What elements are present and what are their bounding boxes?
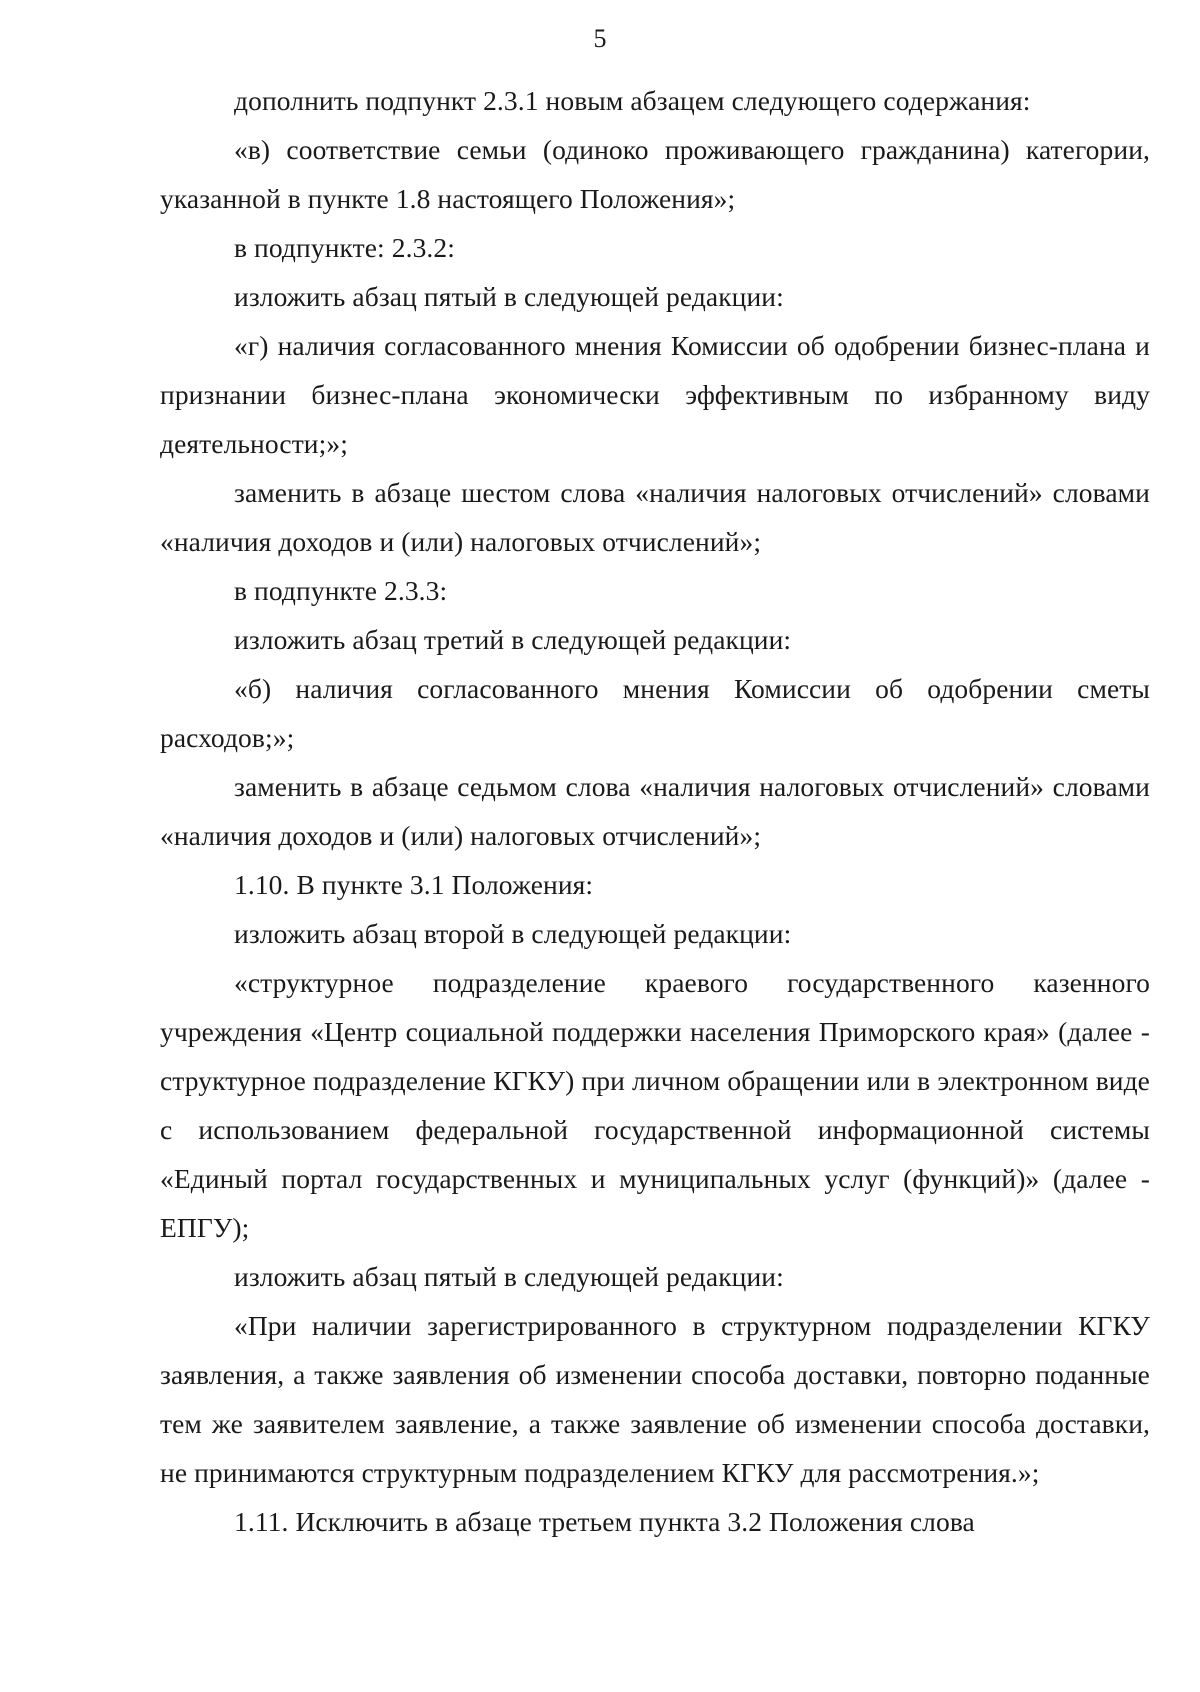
paragraph: в подпункте 2.3.3:: [234, 575, 448, 606]
paragraph: дополнить подпункт 2.3.1 новым абзацем следующего содержания:: [234, 85, 1031, 116]
paragraph: «б) наличия согласованного мнения Комиссии об одобрении сметы расходов;»;: [160, 673, 1150, 753]
paragraph: «в) соответствие семьи (одиноко проживающего гражданина) категории, указанной в пункте 1.8 настоящего Положения»;: [160, 134, 1150, 214]
paragraph: изложить абзац второй в следующей редакции:: [234, 918, 792, 949]
paragraph: «г) наличия согласованного мнения Комиссии об одобрении бизнес-плана и признании бизнес-плана экономически эффективным по избранному виду деятельности;»;: [160, 330, 1150, 459]
paragraph: в подпункте: 2.3.2:: [234, 232, 455, 263]
paragraph: «При наличии зарегистрированного в структурном подразделении КГКУ заявления, а также заявления об изменении способа доставки, повторно поданные тем же заявителем заявление, а также заявление об изменении способа доставки, не принимаются структурным подразделением КГКУ для рассмотрения.»;: [160, 1310, 1150, 1488]
paragraph: заменить в абзаце шестом слова «наличия налоговых отчислений» словами «наличия доходов и (или) налоговых отчислений»;: [160, 477, 1150, 557]
paragraph: «структурное подразделение краевого государственного казенного учреждения «Центр социальной поддержки населения Приморского края» (далее - структурное подразделение КГКУ) при личном обращении или в электронном виде с использованием федеральной государственной информационной системы «Единый портал государственных и муниципальных услуг (функций)» (далее - ЕПГУ);: [160, 967, 1150, 1243]
paragraph: изложить абзац пятый в следующей редакции:: [234, 1261, 784, 1292]
paragraph: изложить абзац третий в следующей редакции:: [234, 624, 792, 655]
paragraph: 1.10. В пункте 3.1 Положения:: [234, 869, 594, 900]
paragraph: заменить в абзаце седьмом слова «наличия налоговых отчислений» словами «наличия доходов и (или) налоговых отчислений»;: [160, 771, 1150, 851]
paragraph: 1.11. Исключить в абзаце третьем пункта 3.2 Положения слова: [234, 1506, 975, 1537]
paragraph: изложить абзац пятый в следующей редакции:: [234, 281, 784, 312]
page-number: 5: [593, 24, 607, 53]
document-body: [160, 76, 1150, 1546]
